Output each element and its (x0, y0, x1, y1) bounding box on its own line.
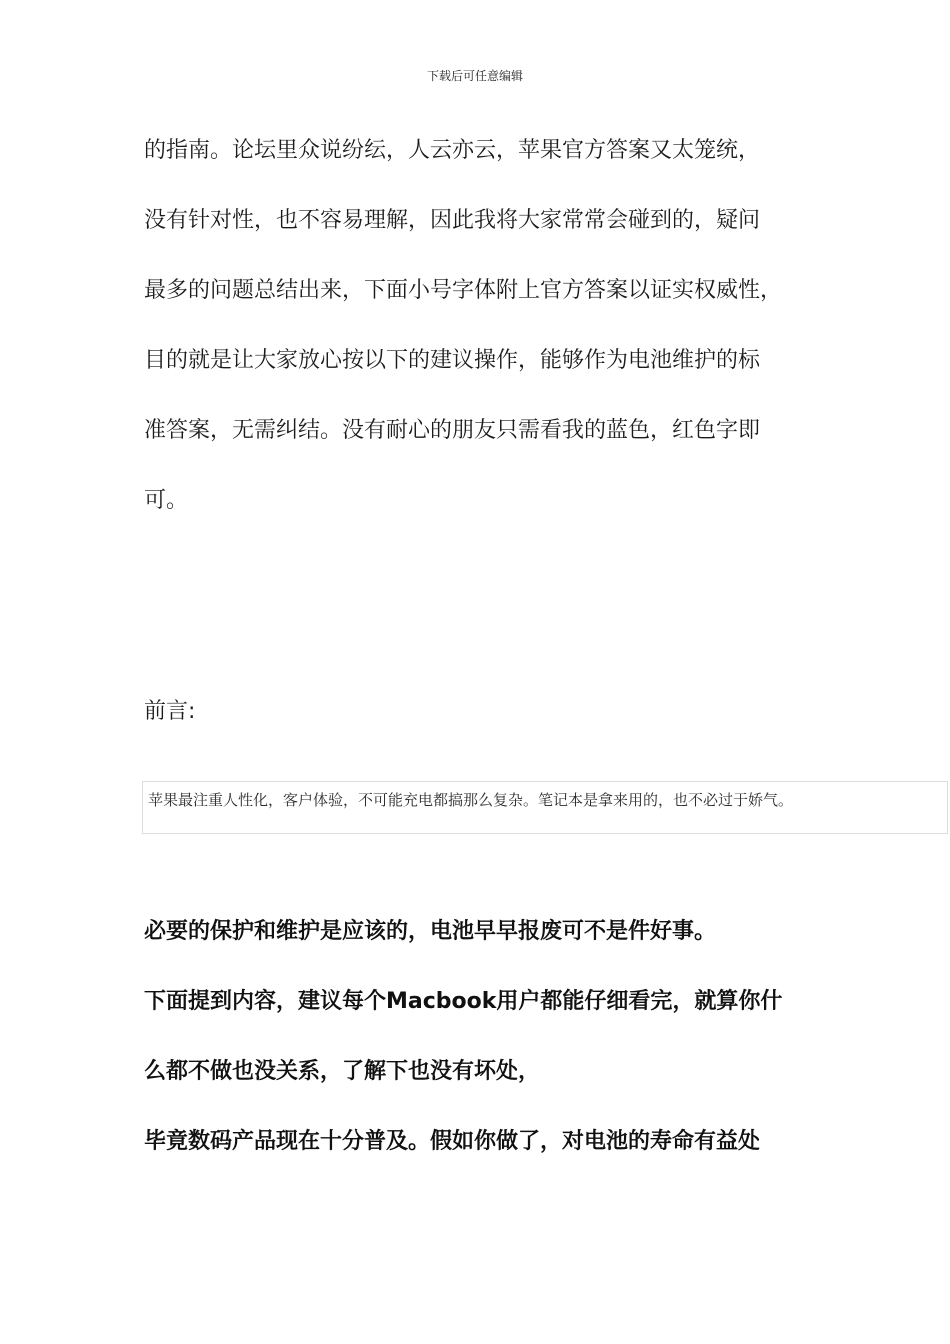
intro-line-2: 没有针对性，也不容易理解，因此我将大家常常会碰到的，疑问 (144, 208, 761, 233)
intro-line-4: 目的就是让大家放心按以下的建议操作，能够作为电池维护的标 (144, 348, 761, 373)
official-answer-box (142, 781, 948, 834)
body-line-1: 必要的保护和维护是应该的，电池早早报废可不是件好事。 (144, 919, 717, 944)
official-answer-text: 苹果最注重人性化，客户体验，不可能充电都搞那么复杂。笔记本是拿来用的，也不必过于娇气。 (148, 791, 794, 809)
intro-line-5: 准答案，无需纠结。没有耐心的朋友只需看我的蓝色，红色字即 (144, 418, 761, 443)
intro-line-1: 的指南。论坛里众说纷纭，人云亦云，苹果官方答案又太笼统， (144, 138, 761, 163)
body-line-2: 下面提到内容，建议每个Macbook用户都能仔细看完，就算你什 (144, 989, 783, 1014)
intro-line-6: 可。 (144, 488, 189, 513)
preface-heading: 前言: (144, 699, 196, 724)
body-line-4: 毕竟数码产品现在十分普及。假如你做了，对电池的寿命有益处 (144, 1129, 761, 1154)
page-header: 下载后可任意编辑 (426, 69, 523, 83)
body-line-3: 么都不做也没关系，了解下也没有坏处， (144, 1059, 541, 1084)
intro-line-3: 最多的问题总结出来，下面小号字体附上官方答案以证实权威性， (144, 278, 783, 303)
